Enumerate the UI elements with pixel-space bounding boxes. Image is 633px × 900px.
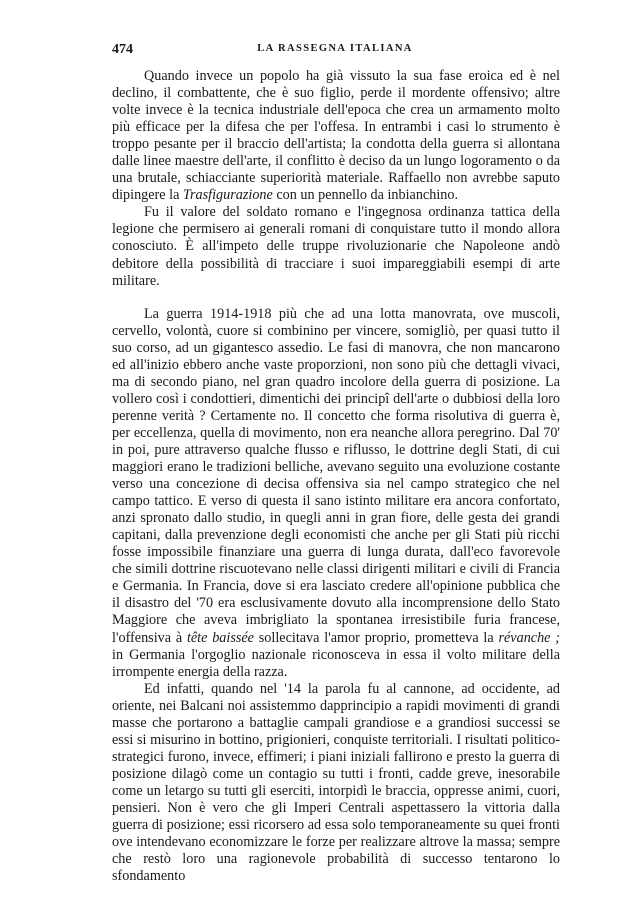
text-run: sollecitava l'amor proprio, prometteva la [253,629,499,646]
body-text [112,68,560,885]
text-run: Ed infatti, quando nel '14 la parola fu al cannone, ad occidente, ad oriente, nei Balcani noi assistemmo dapprincipio a rapidi movimenti di grandi masse che portarono a battaglie campali grandiose e a grandiosi successi se essi si misurino in bottino, prigionieri, conquiste territoriali. I risultati politico-strategici furono, invece, effimeri; i piani iniziali fallirono e presto la guerra di posizione dilagò come un contagio su tutti i fronti, cadde greve, inesorabile come un letargo su tutti gli eserciti, intorpidì le braccia, oppresse animi, cuori, pensieri. Non è vero che gli Imperi Centrali aspettassero la vittoria dalla guerra di posizione; essi ricorsero ad essa solo temporaneamente su quei fronti ove intendevano economizzare le forze per realizzare altrove la massa; sempre che restò loro una ragionevole probabilità di successo tentarono lo sfondamento [112,680,560,885]
italic-text: Trasfigurazione [182,187,273,204]
paragraph [112,204,560,289]
paragraph [112,68,560,204]
running-title: LA RASSEGNA ITALIANA [257,43,413,54]
text-run: in Germania l'orgoglio nazionale riconosceva in essa il volto militare della irrompente energia della razza. [112,646,560,680]
text-run: con un pennello da inbianchino. [272,187,458,204]
italic-text: tête baissée [186,629,254,646]
page-header [112,42,558,60]
text-run: Quando invece un popolo ha già vissuto la sua fase eroica ed è nel declino, il combattente, che è suo figlio, perde il mordente offensivo; altre volte invece è la tecnica industriale dell'epoca che crea un armamento molto più efficace per la difesa che per l'offesa. In entrambi i casi lo strumento è troppo pesante per il braccio dell'artista; la condotta della guerra si allontana dalle linee maestre dell'arte, il conflitto è deciso da un lungo logoramento o da una brutale, schiacciante superiorità materiale. Raffaello non avrebbe saputo dipingere la [112,68,560,204]
paragraph [112,306,560,681]
text-run: La guerra 1914-1918 più che ad una lotta manovrata, ove muscoli, cervello, volontà, cuore si combinino per vincere, somigliò, per quasi tutto il suo corso, ad un gigantesco assedio. Le fasi di manovra, che non mancarono ed all'inizio ebbero anche vaste proporzioni, non sono più che dettagli vivaci, ma di secondo piano, nel gran quadro incolore della guerra di posizione. La vollero così i condottieri, dimentichi dei principî dell'arte o dubbiosi della loro perenne verità ? Certamente no. Il concetto che forma risolutiva di guerra è, per eccellenza, quella di movimento, non era neanche allora peregrino. Dal 70' in poi, pure attraverso qualche flusso e riflusso, le dottrine degli Stati, di cui maggiori erano le tradizioni belliche, avevano seguito una evoluzione costante verso una concezione di decisa offensiva sia nel campo strategico che nel campo tattico. E verso di questa il sano istinto militare era ancora confortato, anzi spronato dallo studio, in quegli anni in gran fiore, delle gesta dei grandi capitani, dalla prevenzione degli economisti che anche per gli Stati più ricchi fosse impossibile finanziare una guerra di lunga durata, dall'eco favorevole che simili dottrine riscuotevano nelle classi dirigenti militari e civili di Francia e Germania. In Francia, dove si era lasciato credere all'opinione pubblica che il disastro del '70 era esclusivamente dovuto alla incomprensione dello Stato Maggiore che aveva imbrigliato la spontanea irresistibile furia francese, l'offensiva à [112,305,560,646]
italic-text: révanche ; [498,629,561,646]
paragraph [112,681,560,886]
text-run: Fu il valore del soldato romano e l'ingegnosa ordinanza tattica della legione che permisero ai generali romani di conquistare tutto il mondo allora conosciuto. È all'impeto delle truppe rivoluzionarie che Napoleone andò debitore della possibilità di tracciare i suoi impareggiabili esempi di arte militare. [112,204,560,289]
page-number: 474 [112,42,133,57]
